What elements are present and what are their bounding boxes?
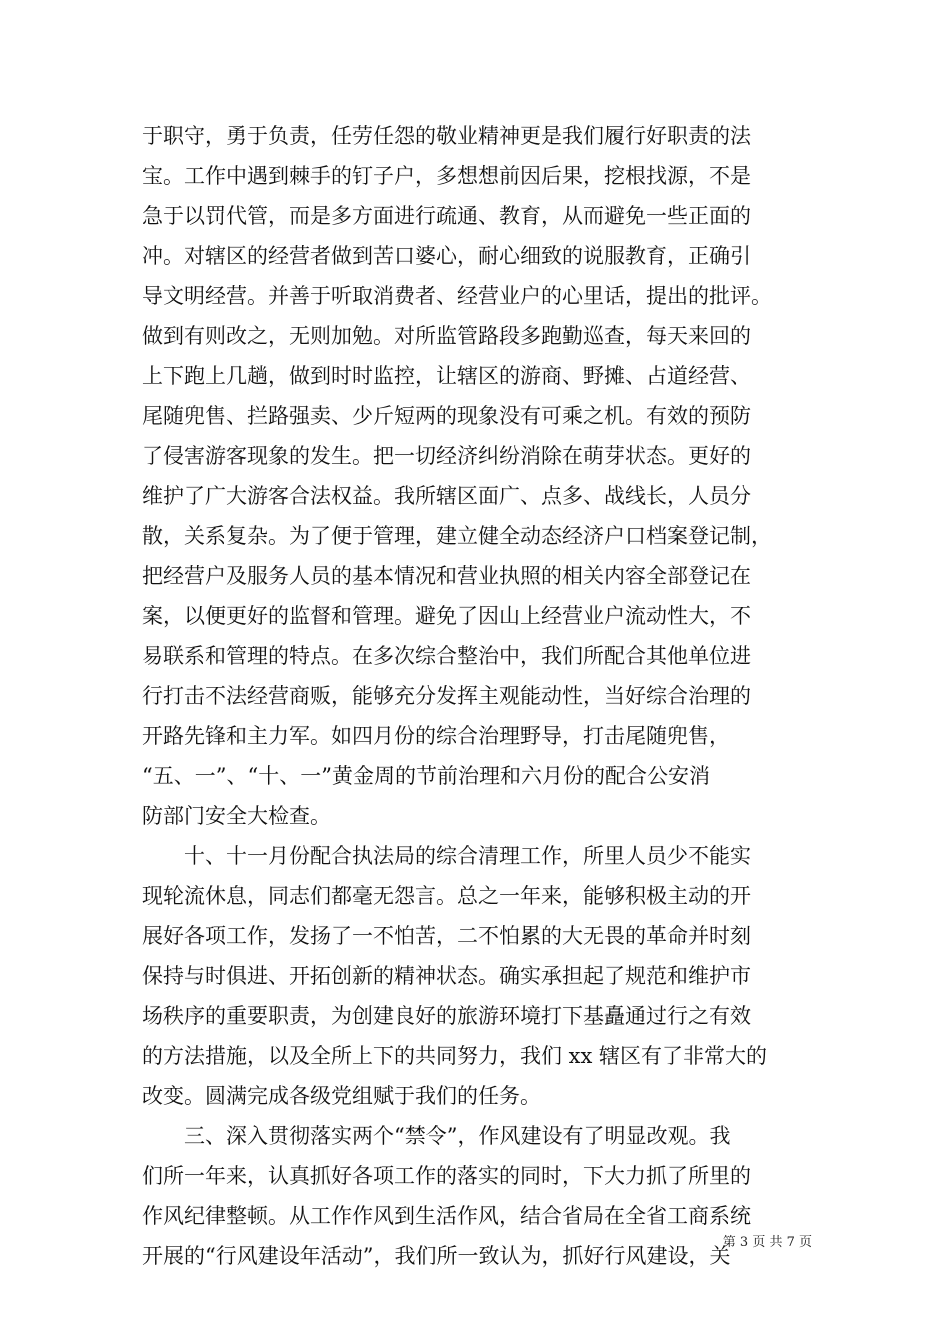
text-line: 的方法措施，以及全所上下的共同努力，我们 xx 辖区有了非常大的 — [142, 1044, 768, 1068]
text-line: 三、深入贯彻落实两个“禁令”，作风建设有了明显改观。我 — [142, 1124, 731, 1148]
text-line: 了侵害游客现象的发生。把一切经济纠纷消除在萌芽状态。更好的 — [142, 444, 751, 468]
text-line: 导文明经营。并善于听取消费者、经营业户的心里话，提出的批评。 — [142, 284, 772, 308]
text-line: 维护了广大游客合法权益。我所辖区面广、点多、战线长，人员分 — [142, 484, 751, 508]
text-line: “五、一”、“十、一”黄金周的节前治理和六月份的配合公安消 — [142, 764, 710, 788]
text-line: 开路先锋和主力军。如四月份的综合治理野导，打击尾随兜售， — [142, 724, 730, 748]
text-line: 急于以罚代管，而是多方面进行疏通、教育，从而避免一些正面的 — [142, 204, 751, 228]
document-body — [142, 116, 822, 1276]
text-line: 现轮流休息，同志们都毫无怨言。总之一年来，能够积极主动的开 — [142, 884, 751, 908]
text-line: 展好各项工作，发扬了一不怕苦，二不怕累的大无畏的革命并时刻 — [142, 924, 751, 948]
text-line: 尾随兜售、拦路强卖、少斤短两的现象没有可乘之机。有效的预防 — [142, 404, 751, 428]
text-line: 冲。对辖区的经营者做到苦口婆心，耐心细致的说服教育，正确引 — [142, 244, 751, 268]
text-line: 十、十一月份配合执法局的综合清理工作，所里人员少不能实 — [142, 844, 751, 868]
text-line: 散，关系复杂。为了便于管理，建立健全动态经济户口档案登记制， — [142, 524, 772, 548]
text-line: 开展的“行风建设年活动”，我们所一致认为，抓好行风建设，关 — [142, 1244, 731, 1268]
text-line: 改变。圆满完成各级党组赋于我们的任务。 — [142, 1084, 541, 1108]
text-line: 防部门安全大检查。 — [142, 804, 331, 828]
text-line: 场秩序的重要职责，为创建良好的旅游环境打下基矗通过行之有效 — [142, 1004, 751, 1028]
text-line: 做到有则改之，无则加勉。对所监管路段多跑勤巡查，每天来回的 — [142, 324, 751, 348]
page-number-footer: 第 3 页 共 7 页 — [722, 1235, 812, 1250]
text-line: 易联系和管理的特点。在多次综合整治中，我们所配合其他单位进 — [142, 644, 751, 668]
text-line: 行打击不法经营商贩，能够充分发挥主观能动性，当好综合治理的 — [142, 684, 751, 708]
text-line: 保持与时俱进、开拓创新的精神状态。确实承担起了规范和维护市 — [142, 964, 751, 988]
text-line: 于职守，勇于负责，任劳任怨的敬业精神更是我们履行好职责的法 — [142, 124, 751, 148]
text-line: 把经营户及服务人员的基本情况和营业执照的相关内容全部登记在 — [142, 564, 751, 588]
text-line: 案，以便更好的监督和管理。避免了因山上经营业户流动性大，不 — [142, 604, 751, 628]
text-line: 作风纪律整顿。从工作作风到生活作风，结合省局在全省工商系统 — [142, 1204, 751, 1228]
text-line: 宝。工作中遇到棘手的钉子户，多想想前因后果，挖根找源，不是 — [142, 164, 751, 188]
text-line: 上下跑上几趟，做到时时监控，让辖区的游商、野摊、占道经营、 — [142, 364, 751, 388]
text-line: 们所一年来，认真抓好各项工作的落实的同时，下大力抓了所里的 — [142, 1164, 751, 1188]
